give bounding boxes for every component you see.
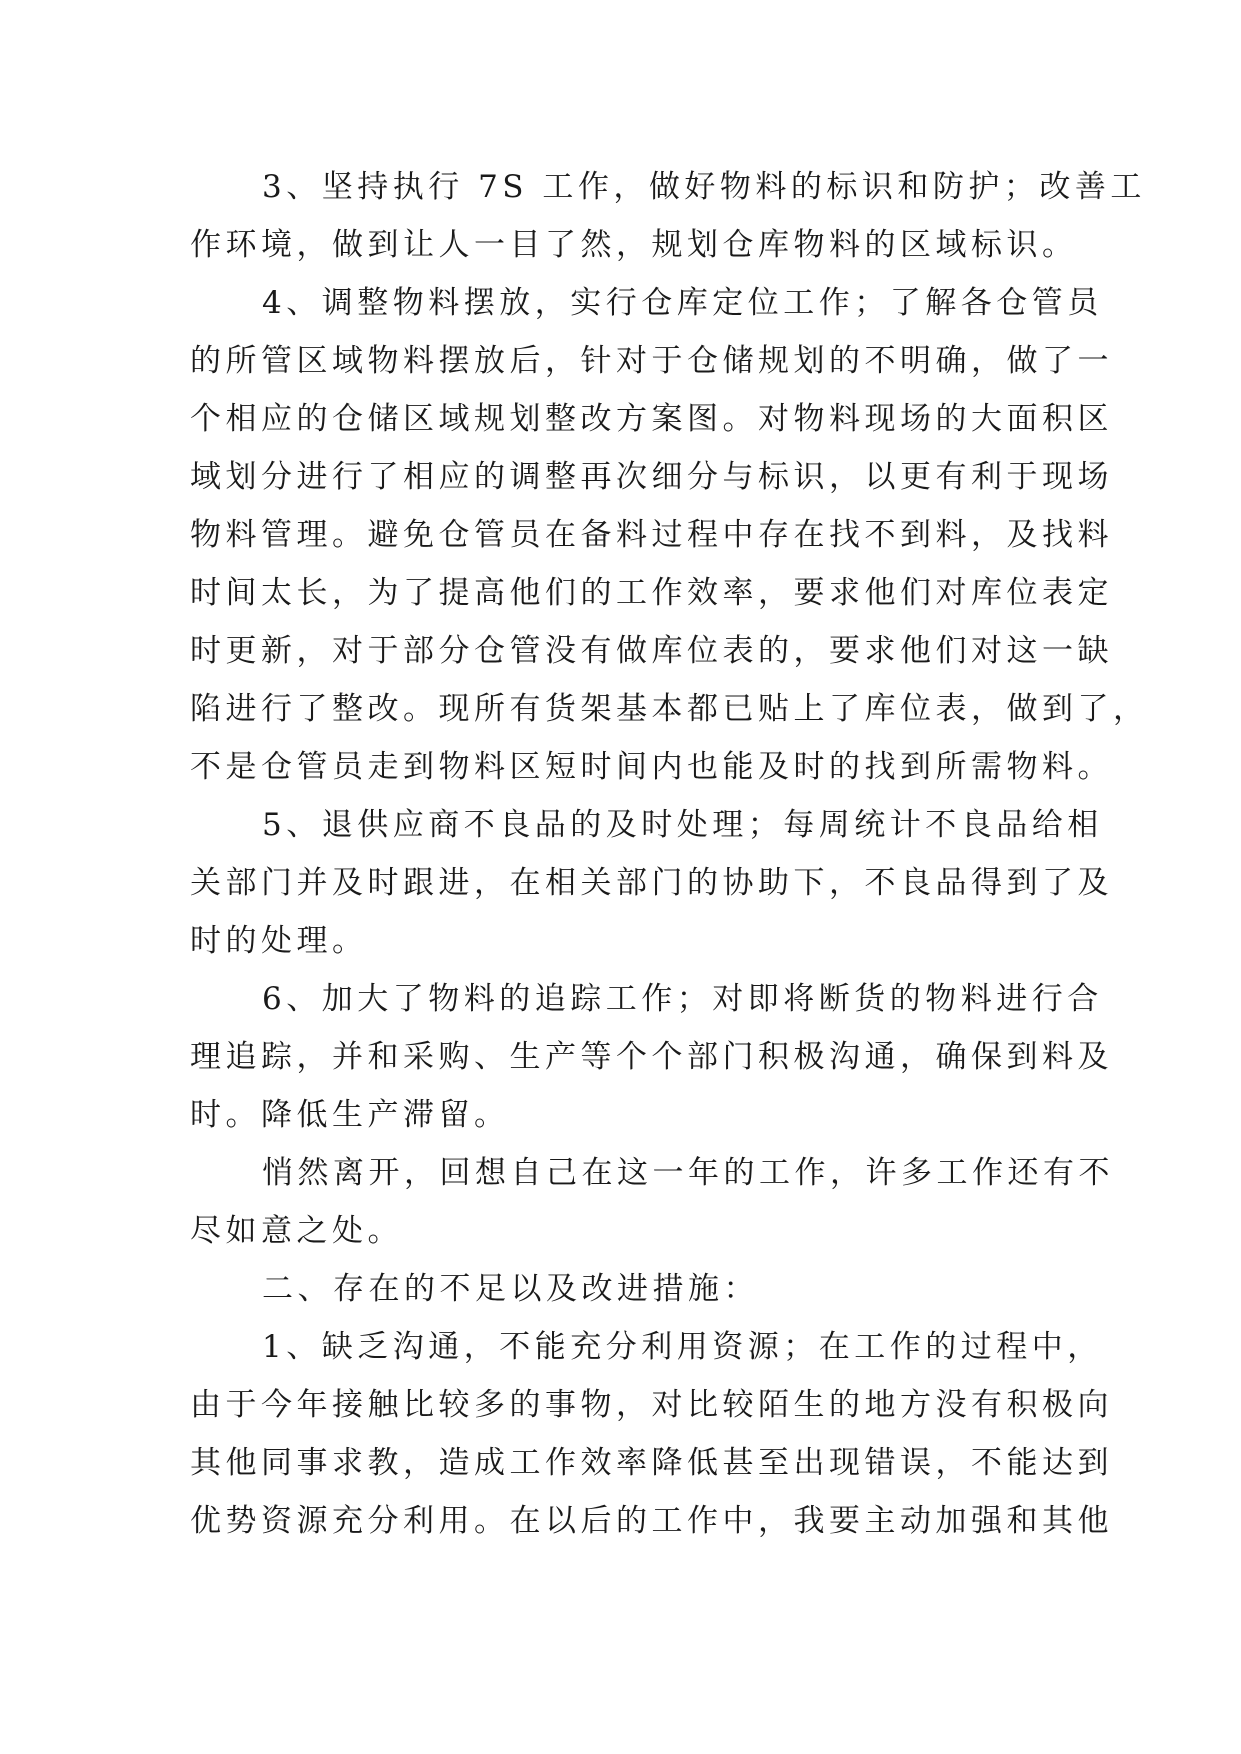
text-line: 尽如意之处。	[190, 1213, 403, 1249]
text-line: 5、退供应商不良品的及时处理；每周统计不良品给相	[262, 807, 1103, 843]
text-line: 3、坚持执行 7S 工作，做好物料的标识和防护；改善工	[262, 169, 1146, 205]
text-line: 优势资源充分利用。在以后的工作中，我要主动加强和其他	[190, 1503, 1113, 1539]
text-line: 时。降低生产滞留。	[190, 1097, 510, 1133]
paragraph	[190, 1144, 1114, 1260]
text-line: 1、缺乏沟通，不能充分利用资源；在工作的过程中，	[262, 1329, 1103, 1365]
text-line: 时的处理。	[190, 923, 368, 959]
paragraph	[190, 1260, 1060, 1318]
document-body	[190, 158, 1149, 1550]
paragraph	[190, 796, 1113, 970]
text-line: 其他同事求教，造成工作效率降低甚至出现错误，不能达到	[190, 1445, 1113, 1481]
paragraph	[190, 1318, 1113, 1550]
text-line: 时间太长，为了提高他们的工作效率，要求他们对库位表定	[190, 575, 1113, 611]
text-line: 由于今年接触比较多的事物，对比较陌生的地方没有积极向	[190, 1387, 1113, 1423]
text-line: 时更新，对于部分仓管没有做库位表的，要求他们对这一缺	[190, 633, 1113, 669]
text-line: 的所管区域物料摆放后，针对于仓储规划的不明确，做了一	[190, 343, 1113, 379]
text-line: 理追踪，并和采购、生产等个个部门积极沟通，确保到料及	[190, 1039, 1113, 1075]
paragraph	[190, 970, 1113, 1144]
text-line: 不是仓管员走到物料区短时间内也能及时的找到所需物料。	[190, 749, 1113, 785]
text-line: 个相应的仓储区域规划整改方案图。对物料现场的大面积区	[190, 401, 1113, 437]
text-line: 物料管理。避免仓管员在备料过程中存在找不到料，及找料	[190, 517, 1113, 553]
text-line: 悄然离开，回想自己在这一年的工作，许多工作还有不	[262, 1155, 1114, 1191]
text-line: 关部门并及时跟进，在相关部门的协助下，不良品得到了及	[190, 865, 1113, 901]
text-line: 6、加大了物料的追踪工作；对即将断货的物料进行合	[262, 981, 1103, 1017]
paragraph	[190, 274, 1149, 796]
paragraph	[190, 158, 1146, 274]
text-line: 4、调整物料摆放，实行仓库定位工作；了解各仓管员	[262, 285, 1103, 321]
text-line: 作环境，做到让人一目了然，规划仓库物料的区域标识。	[190, 227, 1078, 263]
text-line: 二、存在的不足以及改进措施：	[262, 1271, 759, 1307]
text-line: 陷进行了整改。现所有货架基本都已贴上了库位表，做到了，	[190, 691, 1149, 727]
text-line: 域划分进行了相应的调整再次细分与标识，以更有利于现场	[190, 459, 1113, 495]
